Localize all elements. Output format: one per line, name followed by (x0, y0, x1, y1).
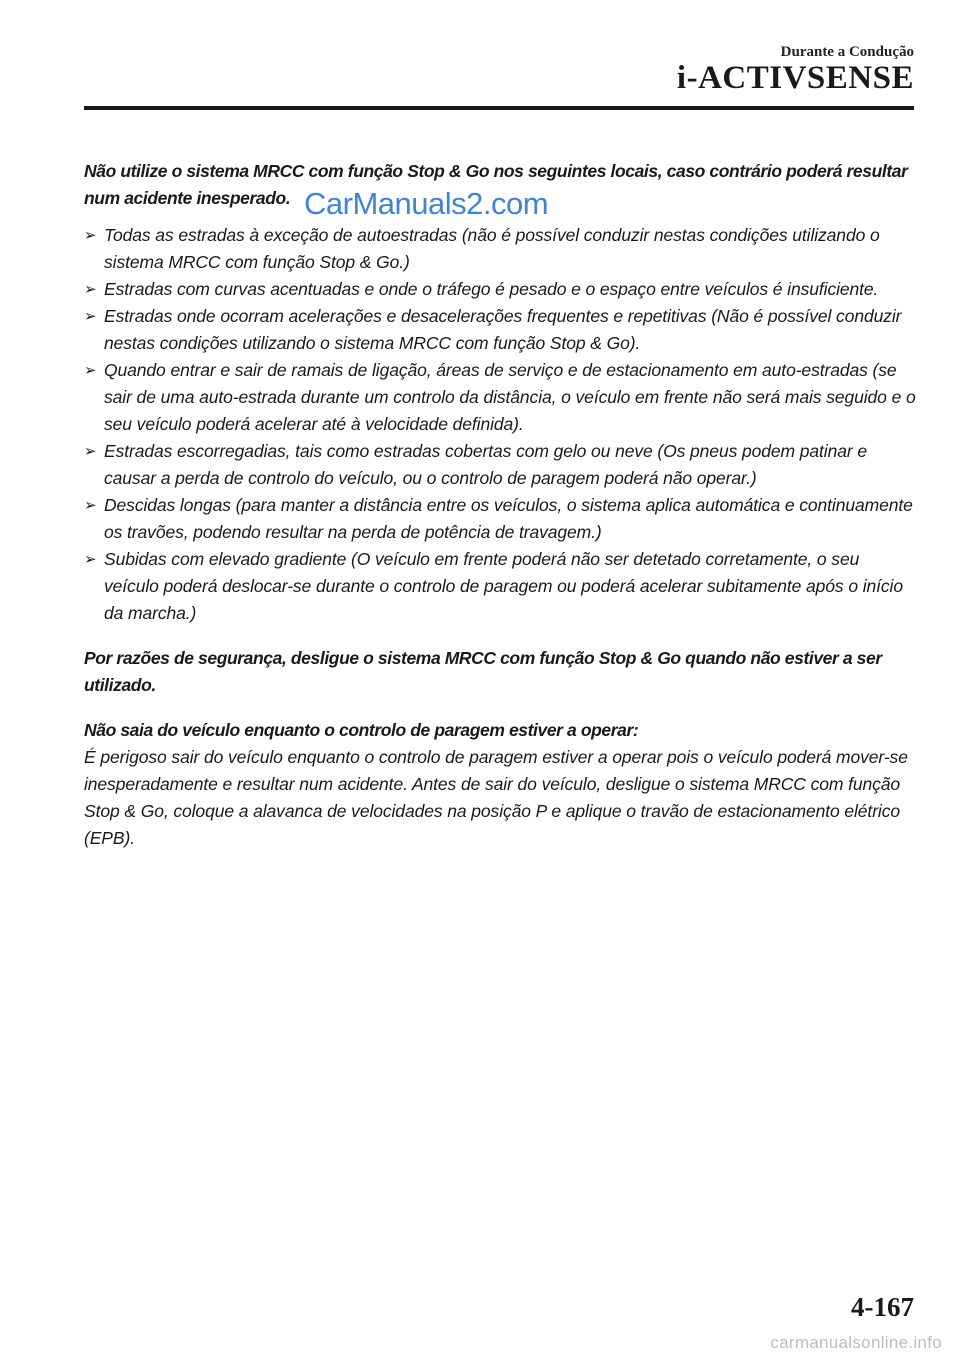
list-item-text: Subidas com elevado gradiente (O veículo em frente poderá não ser detetado corretamente, o seu veículo poderá deslocar-se durante o controlo de paragem ou poderá acelerar subitamente após o início da marcha.) (104, 549, 903, 623)
list-item (84, 546, 916, 627)
list-item-text: Todas as estradas à exceção de autoestradas (não é possível conduzir nestas condições utilizando o sistema MRCC com função Stop & Go.) (104, 225, 880, 272)
arrow-bullet-icon: ➢ (84, 281, 97, 298)
watermark-logo: CarManuals2.com (304, 186, 549, 221)
arrow-bullet-icon: ➢ (84, 497, 97, 514)
exit-warning-title: Não saia do veículo enquanto o controlo de paragem estiver a operar: (84, 720, 639, 740)
arrow-bullet-icon: ➢ (84, 362, 97, 379)
list-item-text: Estradas com curvas acentuadas e onde o tráfego é pesado e o espaço entre veículos é insuficiente. (104, 279, 879, 299)
page-number: 4-167 (851, 1292, 914, 1322)
warning-intro: Não utilize o sistema MRCC com função Stop & Go nos seguintes locais, caso contrário poderá resultar num acidente inesperado. (84, 161, 908, 208)
arrow-bullet-icon: ➢ (84, 308, 97, 325)
list-item-text: Quando entrar e sair de ramais de ligação, áreas de serviço e de estacionamento em auto-estradas (se sair de uma auto-estrada durante um controlo da distância, o veículo em frente não será mais seguido e o seu veículo poderá acelerar até à velocidade definida). (104, 360, 916, 434)
list-item (84, 438, 916, 492)
exit-warning-body: É perigoso sair do veículo enquanto o controlo de paragem estiver a operar pois o veículo poderá mover-se inesperadamente e resultar num acidente. Antes de sair do veículo, desligue o sistema MRCC com função Stop & Go, coloque a alavanca de velocidades na posição P e aplique o travão de estacionamento elétrico (EPB). (84, 747, 908, 848)
chapter-title: i-ACTIVSENSE (676, 60, 914, 96)
list-item (84, 303, 916, 357)
page-content (84, 158, 916, 852)
list-item-text: Estradas onde ocorram acelerações e desacelerações frequentes e repetitivas (Não é possível conduzir nestas condições utilizando o sistema MRCC com função Stop & Go). (104, 306, 902, 353)
list-item-text: Estradas escorregadias, tais como estradas cobertas com gelo ou neve (Os pneus podem patinar e causar a perda de controlo do veículo, ou o controlo de paragem poderá não operar.) (104, 441, 867, 488)
header-rule (84, 106, 914, 110)
list-item (84, 357, 916, 438)
list-item (84, 222, 916, 276)
list-item (84, 276, 916, 303)
arrow-bullet-icon: ➢ (84, 227, 97, 244)
list-item-text: Descidas longas (para manter a distância entre os veículos, o sistema aplica automática e continuamente os travões, podendo resultar na perda de potência de travagem.) (104, 495, 913, 542)
section-label: Durante a Condução (780, 44, 914, 60)
bullet-list (84, 222, 916, 627)
list-item (84, 492, 916, 546)
arrow-bullet-icon: ➢ (84, 551, 97, 568)
footer-site-logo: carmanualsonline.info (770, 1333, 942, 1352)
safety-note: Por razões de segurança, desligue o sistema MRCC com função Stop & Go quando não estiver a ser utilizado. (84, 648, 882, 695)
arrow-bullet-icon: ➢ (84, 443, 97, 460)
